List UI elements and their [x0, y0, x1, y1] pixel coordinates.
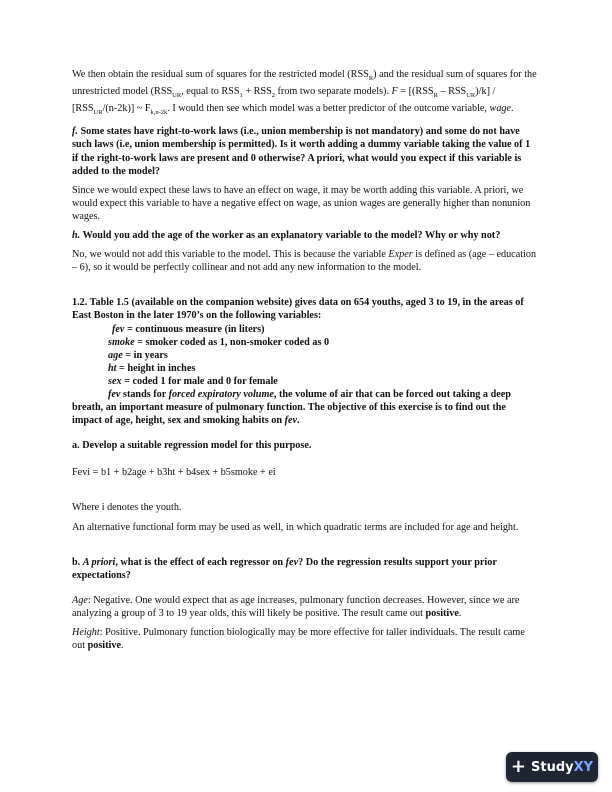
variable-item: ht = height in inches [108, 362, 196, 374]
question-1-2 [72, 296, 538, 427]
variable-item: age = in years [108, 349, 168, 361]
variable-list [72, 323, 538, 388]
alternative-form-note: An alternative functional form may be used as well, in which quadratic terms are included for age and height. [72, 521, 519, 533]
where-note: Where i denotes the youth. [72, 502, 182, 514]
answer-h: No, we would not add this variable to the model. This is because the variable Exper is defined as (age – education – 6), so it would be perfectly collinear and not add any new information to the model. [72, 249, 537, 274]
variable-item: fev = continuous measure (in liters) [112, 323, 265, 335]
variable-item: smoke = smoker coded as 1, non-smoker coded as 0 [108, 336, 330, 348]
fev-definition: fev stands for forced expiratory volume, the volume of air that can be forced out taking a deep breath, an important measure of pulmonary function. The objective of this exercise is to find out the impact of age, height, sex and smoking habits on fev. [72, 388, 511, 427]
question-b: b. A priori, what is the effect of each regressor on fev? Do the regression results support your prior expectations? [72, 556, 497, 581]
studyxy-logo[interactable] [506, 752, 598, 782]
question-h: h. Would you add the age of the worker as an explanatory variable to the model? Why or why not? [72, 230, 501, 242]
variable-item: sex = coded 1 for male and 0 for female [108, 375, 278, 387]
document-page [72, 68, 538, 652]
answer-height: Height: Positive. Pulmonary function biologically may be more effective for taller individuals. The result came out positive. [72, 627, 525, 652]
question-1-2-intro: 1.2. Table 1.5 (available on the companion website) gives data on 654 youths, aged 3 to 19, in the areas of East Boston in the later 1970’s on the following variables: [72, 297, 524, 322]
brand-name: StudyXY [531, 759, 594, 775]
plus-icon: + [510, 756, 527, 777]
answer-f: Since we would expect these laws to have an effect on wage, it may be worth adding this variable. A priori, we would expect this variable to have a negative effect on wage, as union wages are generally higher than nonunion wages. [72, 184, 531, 222]
paragraph-rss: We then obtain the residual sum of squares for the restricted model $(RSS_R)$ and the residual sum of squares for the unrestricted model ($RSS_{UR}$, equal to $RSS_1 + RSS_2$ from two separate models). $F = [(RSS_R - RSS_{UR})/k] / [RSS_{UR}/(n-2k)]$ ~ $F_{k,n-2k}$. I would then see which model was a better predictor of the outcome variable, wage. [72, 69, 537, 117]
answer-age: Age: Negative. One would expect that as age increases, pulmonary function decreases. However, since we are analyzing a group of 3 to 19 year olds, this will likely be positive. The result came out positive. [72, 594, 520, 619]
regression-equation: Fevi = b1 + b2age + b3ht + b4sex + b5smoke + ei [72, 467, 276, 479]
question-f: f. Some states have right-to-work laws (i.e., union membership is not mandatory) and some do not have such laws (i.e, union membership is permitted). Is it worth adding a dummy variable taking the value of 1 if the right-to-work laws are present and 0 otherwise? A priori, what would you expect if this variable is added to the model? [72, 126, 531, 177]
question-a: a. Develop a suitable regression model for this purpose. [72, 440, 312, 452]
